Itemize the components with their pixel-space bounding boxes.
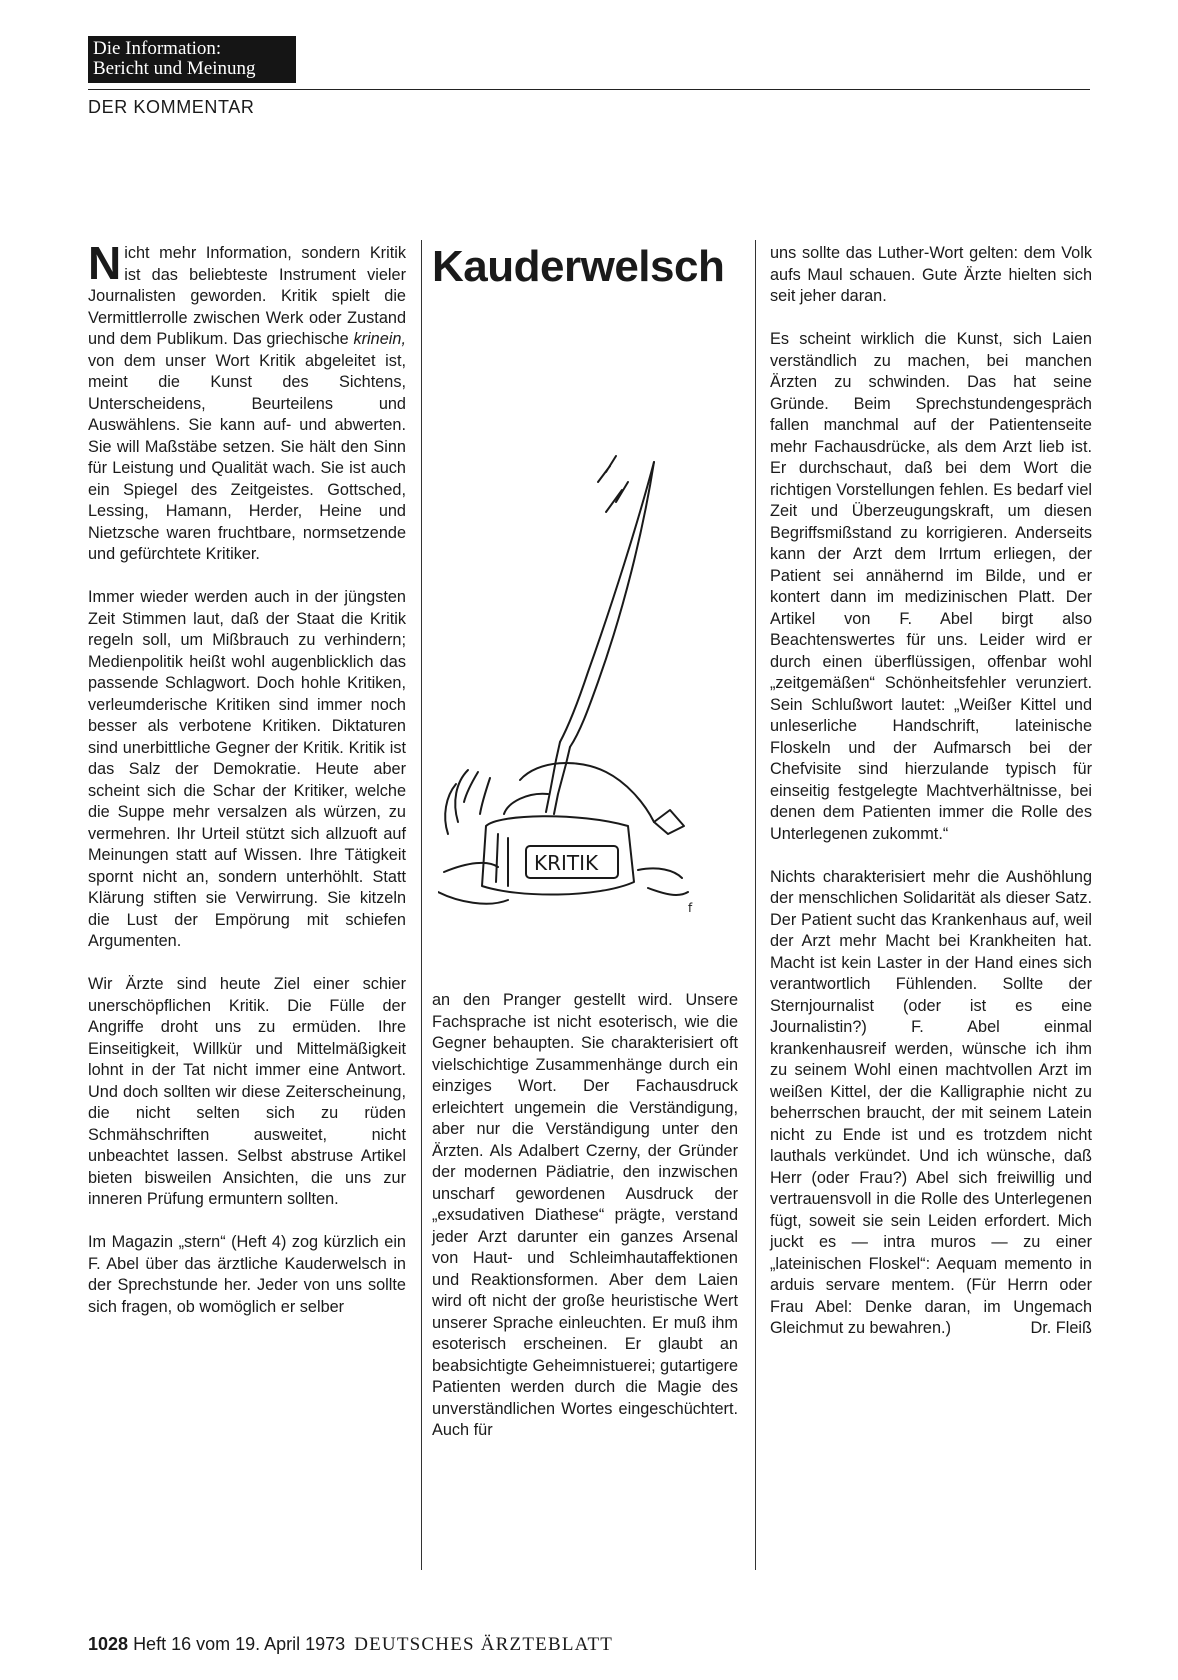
page-number: 1028 — [88, 1634, 129, 1654]
drop-cap: N — [88, 237, 122, 289]
figure-in-ink — [445, 763, 684, 834]
quill-pen-icon — [546, 456, 654, 814]
rubric-line-1: Die Information: — [93, 38, 222, 59]
paragraph: Im Magazin „stern“ (Heft 4) zog kürzlich ein F. Abel über das ärztliche Kauderwelsch in der Sprechstunde her. Jeder von uns sollte sich fragen, ob womöglich er selber — [88, 1233, 406, 1316]
header-rule — [88, 89, 1090, 90]
column-2 — [432, 990, 738, 1463]
paragraph: an den Pranger gestellt wird. Unsere Fachsprache ist nicht esoterisch, wie die Gegner behaupten. Sie charakterisiert oft vielschichtige Zusammenhänge durch ein einziges Wort. Der Fachausdruck erleichtert ungemein die Verständigung, aber nur die Verständigung unter den Ärzten. Als Adalbert Czerny, der Gründer der modernen Pädiatrie, den inzwischen unscharf gewordenen Ausdruck der „exsudativen Diathese“ prägte, verstand jeder Arzt darunter ein ganzes Arsenal von Haut- und Schleimhautaffektionen und Reaktionsformen. Aber dem Laien wird oft nicht der große heuristische Wert unserer Sprache einleuchten. Er muß ihm esoterisch erscheinen. Er glaubt an beabsichtigte Geheimnistuerei; gutartigere Patienten werden durch die Magie des unverständlichen Wortes eingeschüchtert. Auch für — [432, 991, 738, 1439]
paragraph: uns sollte das Luther-Wort gelten: dem Volk aufs Maul schauen. Gute Ärzte hielten sich seit jeher daran. — [770, 244, 1092, 305]
column-1 — [88, 237, 406, 1340]
cartoon-illustration — [438, 442, 738, 982]
paragraph: Es scheint wirklich die Kunst, sich Laien verständlich zu machen, bei manchen Ärzten zu schwinden. Das hat seine Gründe. Beim Sprechstundengespräch fallen manchmal auf der Patientenseite mehr Fachausdrücke, als dem Arzt lieb ist. Er durchschaut, daß bei dem Wort die richtigen Vorstellungen fehlen. Es bedarf viel Zeit und Überzeugungskraft, um diesen Begriffsmißstand zu korrigieren. Anderseits kann der Arzt dem Irrtum erliegen, der Patient sei annähernd im Bilde, und er kontert dann im medizinischen Platt. Der Artikel von F. Abel birgt also Beachtenswertes für uns. Leider wird er durch einen überflüssigen, offenbar wohl „zeitgemäßen“ Schönheitsfehler verunziert. Sein Schlußwort lautet: „Weißer Kittel und unleserliche Handschrift, lateinische Floskeln und der Aufmarsch bei der Chefvisite sind hierzulande typisch für einseitig festgelegte Machtverhältnisse, bei denen dem Patienten immer die Rolle des Unterlegenen zukommt.“ — [770, 330, 1092, 843]
italic-term: krinein, — [353, 330, 406, 348]
publication-name: DEUTSCHES ÄRZTEBLATT — [354, 1634, 614, 1655]
issue-info: Heft 16 vom 19. April 1973 — [133, 1634, 346, 1654]
cartoon-label: KRITIK — [534, 851, 599, 875]
column-3 — [770, 243, 1092, 1340]
paragraph: Immer wieder werden auch in der jüngsten Zeit Stimmen laut, daß der Staat die Kritik regeln soll, um Mißbrauch zu verhindern; Medienpolitik heißt wohl augenblicklich das passende Schlagwort. Doch hohle Kritiken, verleumderische Kritiken sind immer noch besser als verbotene Kritiken. Diktaturen sind unerbittliche Gegner der Kritik. Kritik ist das Salz der Demokratie. Heute aber scheint sich die Schar der Kritiker, welche die Suppe mehr versalzen als würzen, zu vermehren. Ihr Urteil stützt sich allzuoft auf Meinungen statt auf Wissen. Ihre Tätigkeit spornt nicht an, sondern unterhöhlt. Statt Klärung stiften sie Verwirrung. Sie kitzeln die Lust der Empörung mit schiefen Argumenten. — [88, 588, 406, 950]
section-label: DER KOMMENTAR — [88, 97, 255, 117]
paragraph-text: von dem unser Wort Kritik abgeleitet ist, meint die Kunst des Sichtens, Unterscheidens, Beurteilens und Auswählens. Sie kann auf- und abwerten. Sie will Maßstäbe setzen. Sie hält den Sinn für Leistung und Qualität wach. Sie ist auch ein Spiegel des Zeitgeistes. Gottsched, Lessing, Hamann, Herder, Heine und Nietzsche waren fruchtbare, normsetzende und gefürchtete Kritiker. — [88, 351, 406, 563]
paragraph: Wir Ärzte sind heute Ziel einer schier unerschöpflichen Kritik. Die Fülle der Angriffe droht uns zu ermüden. Ihre Einseitigkeit, Willkür und Mittelmäßigkeit lohnt in der Tat nicht immer eine Antwort. Und doch sollten wir diese Zeiterscheinung, die nicht selten sich zu rüden Schmähschriften ausweitet, nicht unbeachtet lassen. Selbst abstruse Artikel bieten bisweilen Ansichten, die uns zur inneren Prüfung ermuntern sollten. — [88, 975, 406, 1208]
author-signature: Dr. Fleiß — [1030, 1319, 1092, 1337]
page-footer — [88, 1634, 613, 1656]
paragraph — [88, 237, 406, 566]
paragraph-text: icht mehr Information, sondern Kritik ist das beliebteste Instrument vieler Journalisten geworden. Kritik spielt die Vermittlerrolle zwischen Werk oder Zustand und dem Publikum. Das griechische — [88, 244, 406, 348]
column-divider-right — [755, 240, 756, 1570]
rubric-line-2: Bericht und Meinung — [93, 58, 256, 79]
rubric-box — [88, 36, 296, 83]
headline: Kauderwelsch — [432, 242, 725, 291]
paragraph — [770, 867, 1092, 1340]
paragraph-text: Nichts charakterisiert mehr die Aushöhlung der menschlichen Solidarität als dieser Satz. Der Patient sucht das Krankenhaus auf, weil der Arzt mehr Macht bei Krankheiten hat. Macht ist kein Laster in der Hand eines sich verantwortlich Fühlenden. Sollte der Sternjournalist (oder ist es eine Journalistin?) F. Abel einmal krankenhausreif werden, wünsche ich ihm zu seinem Wohl einen machtvollen Arzt im weißen Kittel, der die Kalligraphie nicht zu beherrschen braucht, der mit seinem Latein nicht zu Ende ist und es trotzdem nicht lauthals verkündet. Und ich wünsche, daß Herr (oder Frau?) Abel sich freiwillig und vertrauensvoll in die Rolle des Unterlegenen fügt, soweit sie sein Leiden erfordert. Mich juckt es — intra muros — zu einer „lateinischen Floskel“: Aequam memento in arduis servare mentem. (Für Herrn oder Frau Abel: Denke daran, im Ungemach Gleichmut zu bewahren.) — [770, 867, 1092, 1337]
ink-bottle — [482, 816, 634, 894]
artist-signature: f — [688, 901, 693, 915]
column-divider-left — [421, 240, 422, 1570]
